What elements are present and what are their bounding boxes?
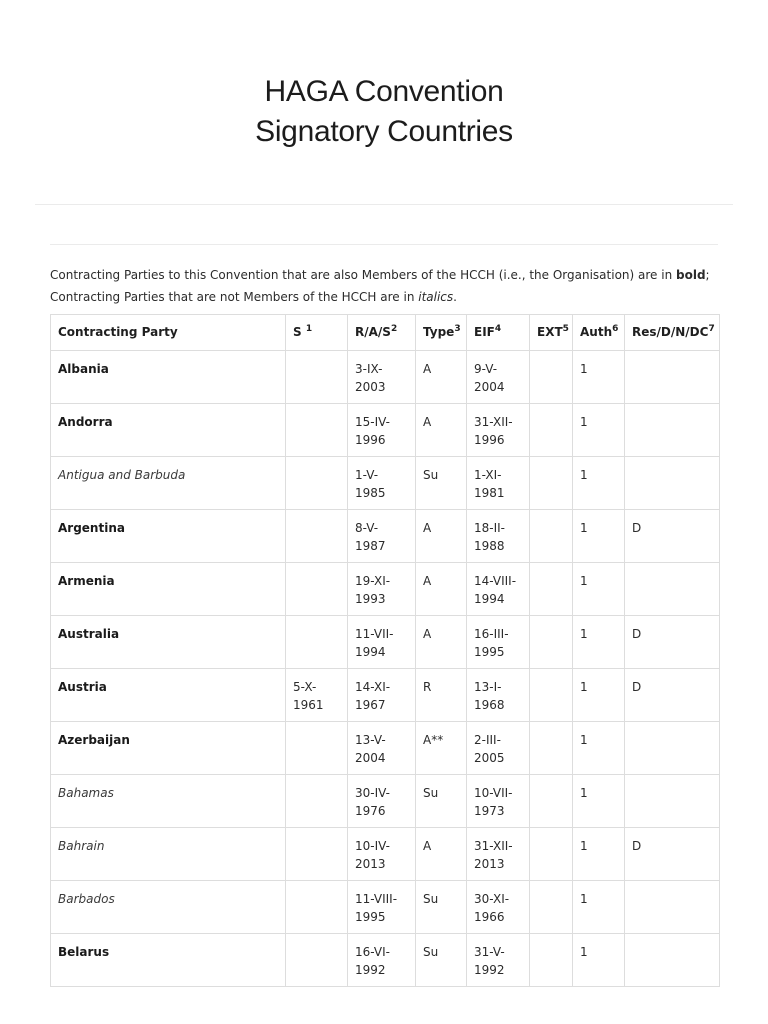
cell-eif: 31-XII-1996 — [467, 404, 530, 457]
cell-ras: 1-V-1985 — [348, 457, 416, 510]
footnote-ref[interactable]: 1 — [305, 324, 313, 334]
cell-party: Austria — [51, 669, 286, 722]
cell-auth: 1 — [573, 775, 625, 828]
cell-res: D — [625, 669, 720, 722]
cell-ext — [530, 775, 573, 828]
cell-s: 5-X-1961 — [286, 669, 348, 722]
table-row — [51, 934, 720, 987]
cell-res — [625, 457, 720, 510]
footnote-ref[interactable]: 7 — [708, 324, 715, 334]
cell-s — [286, 881, 348, 934]
cell-res — [625, 775, 720, 828]
cell-eif: 30-XI-1966 — [467, 881, 530, 934]
cell-auth: 1 — [573, 404, 625, 457]
column-header-ras: $R/A/S^2$ — [348, 315, 416, 351]
cell-eif: 10-VII-1973 — [467, 775, 530, 828]
cell-party: Bahrain — [51, 828, 286, 881]
footnote-ref[interactable]: 6 — [612, 324, 619, 334]
table-row — [51, 669, 720, 722]
cell-eif: 31-V-1992 — [467, 934, 530, 987]
column-header-auth: Auth$^6$ — [573, 315, 625, 351]
cell-party: Bahamas — [51, 775, 286, 828]
cell-auth: 1 — [573, 722, 625, 775]
cell-eif: 16-III-1995 — [467, 616, 530, 669]
cell-ras: 30-IV-1976 — [348, 775, 416, 828]
cell-ext — [530, 881, 573, 934]
cell-type: A — [416, 404, 467, 457]
cell-ras: 13-V-2004 — [348, 722, 416, 775]
cell-res: D — [625, 828, 720, 881]
divider — [35, 204, 733, 205]
cell-s — [286, 457, 348, 510]
cell-res — [625, 722, 720, 775]
cell-s — [286, 404, 348, 457]
footnote-ref[interactable]: 2 — [390, 324, 398, 334]
cell-type: Su — [416, 881, 467, 934]
footnote-ref[interactable]: 5 — [562, 324, 569, 334]
table-body — [51, 351, 720, 987]
column-header-s: S $^1$ — [286, 315, 348, 351]
contracting-parties-table — [50, 314, 720, 987]
cell-type: A — [416, 828, 467, 881]
table-row — [51, 510, 720, 563]
cell-party: Argentina — [51, 510, 286, 563]
page-title — [0, 72, 768, 152]
table-row — [51, 563, 720, 616]
cell-auth: 1 — [573, 351, 625, 404]
cell-ext — [530, 669, 573, 722]
cell-res — [625, 351, 720, 404]
cell-auth: 1 — [573, 828, 625, 881]
footnote-ref[interactable]: 3 — [454, 324, 461, 334]
column-header-ext: EXT$^5$ — [530, 315, 573, 351]
cell-party: Antigua and Barbuda — [51, 457, 286, 510]
cell-ext — [530, 404, 573, 457]
cell-s — [286, 828, 348, 881]
cell-party: Andorra — [51, 404, 286, 457]
cell-ras: 8-V-1987 — [348, 510, 416, 563]
cell-res — [625, 404, 720, 457]
cell-ext — [530, 351, 573, 404]
cell-eif: 13-I-1968 — [467, 669, 530, 722]
cell-s — [286, 563, 348, 616]
table-row — [51, 881, 720, 934]
intro-text: Contracting Parties that are not Members of the HCCH are in — [50, 290, 419, 304]
cell-party: Azerbaijan — [51, 722, 286, 775]
cell-auth: 1 — [573, 881, 625, 934]
cell-res — [625, 881, 720, 934]
cell-type: Su — [416, 775, 467, 828]
cell-ras: 15-IV-1996 — [348, 404, 416, 457]
cell-ras: 11-VII-1994 — [348, 616, 416, 669]
cell-ext — [530, 457, 573, 510]
cell-s — [286, 934, 348, 987]
table-row — [51, 457, 720, 510]
cell-eif: 31-XII-2013 — [467, 828, 530, 881]
cell-s — [286, 351, 348, 404]
cell-ras: 3-IX-2003 — [348, 351, 416, 404]
cell-type: A — [416, 351, 467, 404]
cell-res — [625, 563, 720, 616]
cell-type: A — [416, 510, 467, 563]
cell-s — [286, 510, 348, 563]
divider — [50, 244, 718, 245]
cell-res: D — [625, 616, 720, 669]
cell-party: Belarus — [51, 934, 286, 987]
cell-type: Su — [416, 457, 467, 510]
cell-auth: 1 — [573, 457, 625, 510]
column-header-res: Res/$D/N/DC^7$ — [625, 315, 720, 351]
table-header-row — [51, 315, 720, 351]
cell-ras: 10-IV-2013 — [348, 828, 416, 881]
column-header-type: Type$^3$ — [416, 315, 467, 351]
table-row — [51, 616, 720, 669]
intro-bold-word: bold — [676, 268, 706, 282]
cell-s — [286, 775, 348, 828]
intro-italic-word: italics — [418, 290, 454, 304]
cell-auth: 1 — [573, 563, 625, 616]
cell-ext — [530, 934, 573, 987]
cell-auth: 1 — [573, 669, 625, 722]
cell-eif: 2-III-2005 — [467, 722, 530, 775]
intro-text: . — [453, 290, 457, 304]
cell-ext — [530, 563, 573, 616]
cell-party: Armenia — [51, 563, 286, 616]
cell-eif: 18-II-1988 — [467, 510, 530, 563]
cell-s — [286, 722, 348, 775]
cell-type: A — [416, 616, 467, 669]
cell-ext — [530, 616, 573, 669]
intro-paragraph — [50, 264, 718, 308]
cell-ext — [530, 828, 573, 881]
cell-eif: 1-XI-1981 — [467, 457, 530, 510]
cell-ras: 19-XI-1993 — [348, 563, 416, 616]
cell-type: A — [416, 563, 467, 616]
cell-eif: 9-V-2004 — [467, 351, 530, 404]
cell-ext — [530, 510, 573, 563]
cell-auth: 1 — [573, 510, 625, 563]
cell-ras: 11-VIII-1995 — [348, 881, 416, 934]
cell-party: Barbados — [51, 881, 286, 934]
cell-party: Albania — [51, 351, 286, 404]
column-header-eif: EIF$^4$ — [467, 315, 530, 351]
table-row — [51, 404, 720, 457]
cell-ras: 14-XI-1967 — [348, 669, 416, 722]
cell-auth: 1 — [573, 616, 625, 669]
intro-text: Contracting Parties to this Convention that are also Members of the HCCH (i.e., the Organisation) are in — [50, 268, 676, 282]
page-title-line-2: Signatory Countries — [255, 115, 513, 148]
cell-party: Australia — [51, 616, 286, 669]
table-row — [51, 351, 720, 404]
table-row — [51, 722, 720, 775]
cell-auth: 1 — [573, 934, 625, 987]
cell-res: D — [625, 510, 720, 563]
page-title-line-1: HAGA Convention — [264, 75, 504, 108]
cell-res — [625, 934, 720, 987]
cell-ras: 16-VI-1992 — [348, 934, 416, 987]
intro-text: ; — [705, 268, 710, 282]
footnote-ref[interactable]: 4 — [494, 324, 502, 334]
table-row — [51, 775, 720, 828]
cell-s — [286, 616, 348, 669]
table-row — [51, 828, 720, 881]
column-header-party: Contracting Party — [51, 315, 286, 351]
cell-eif: 14-VIII-1994 — [467, 563, 530, 616]
cell-type: A** — [416, 722, 467, 775]
cell-type: Su — [416, 934, 467, 987]
cell-ext — [530, 722, 573, 775]
cell-type: R — [416, 669, 467, 722]
